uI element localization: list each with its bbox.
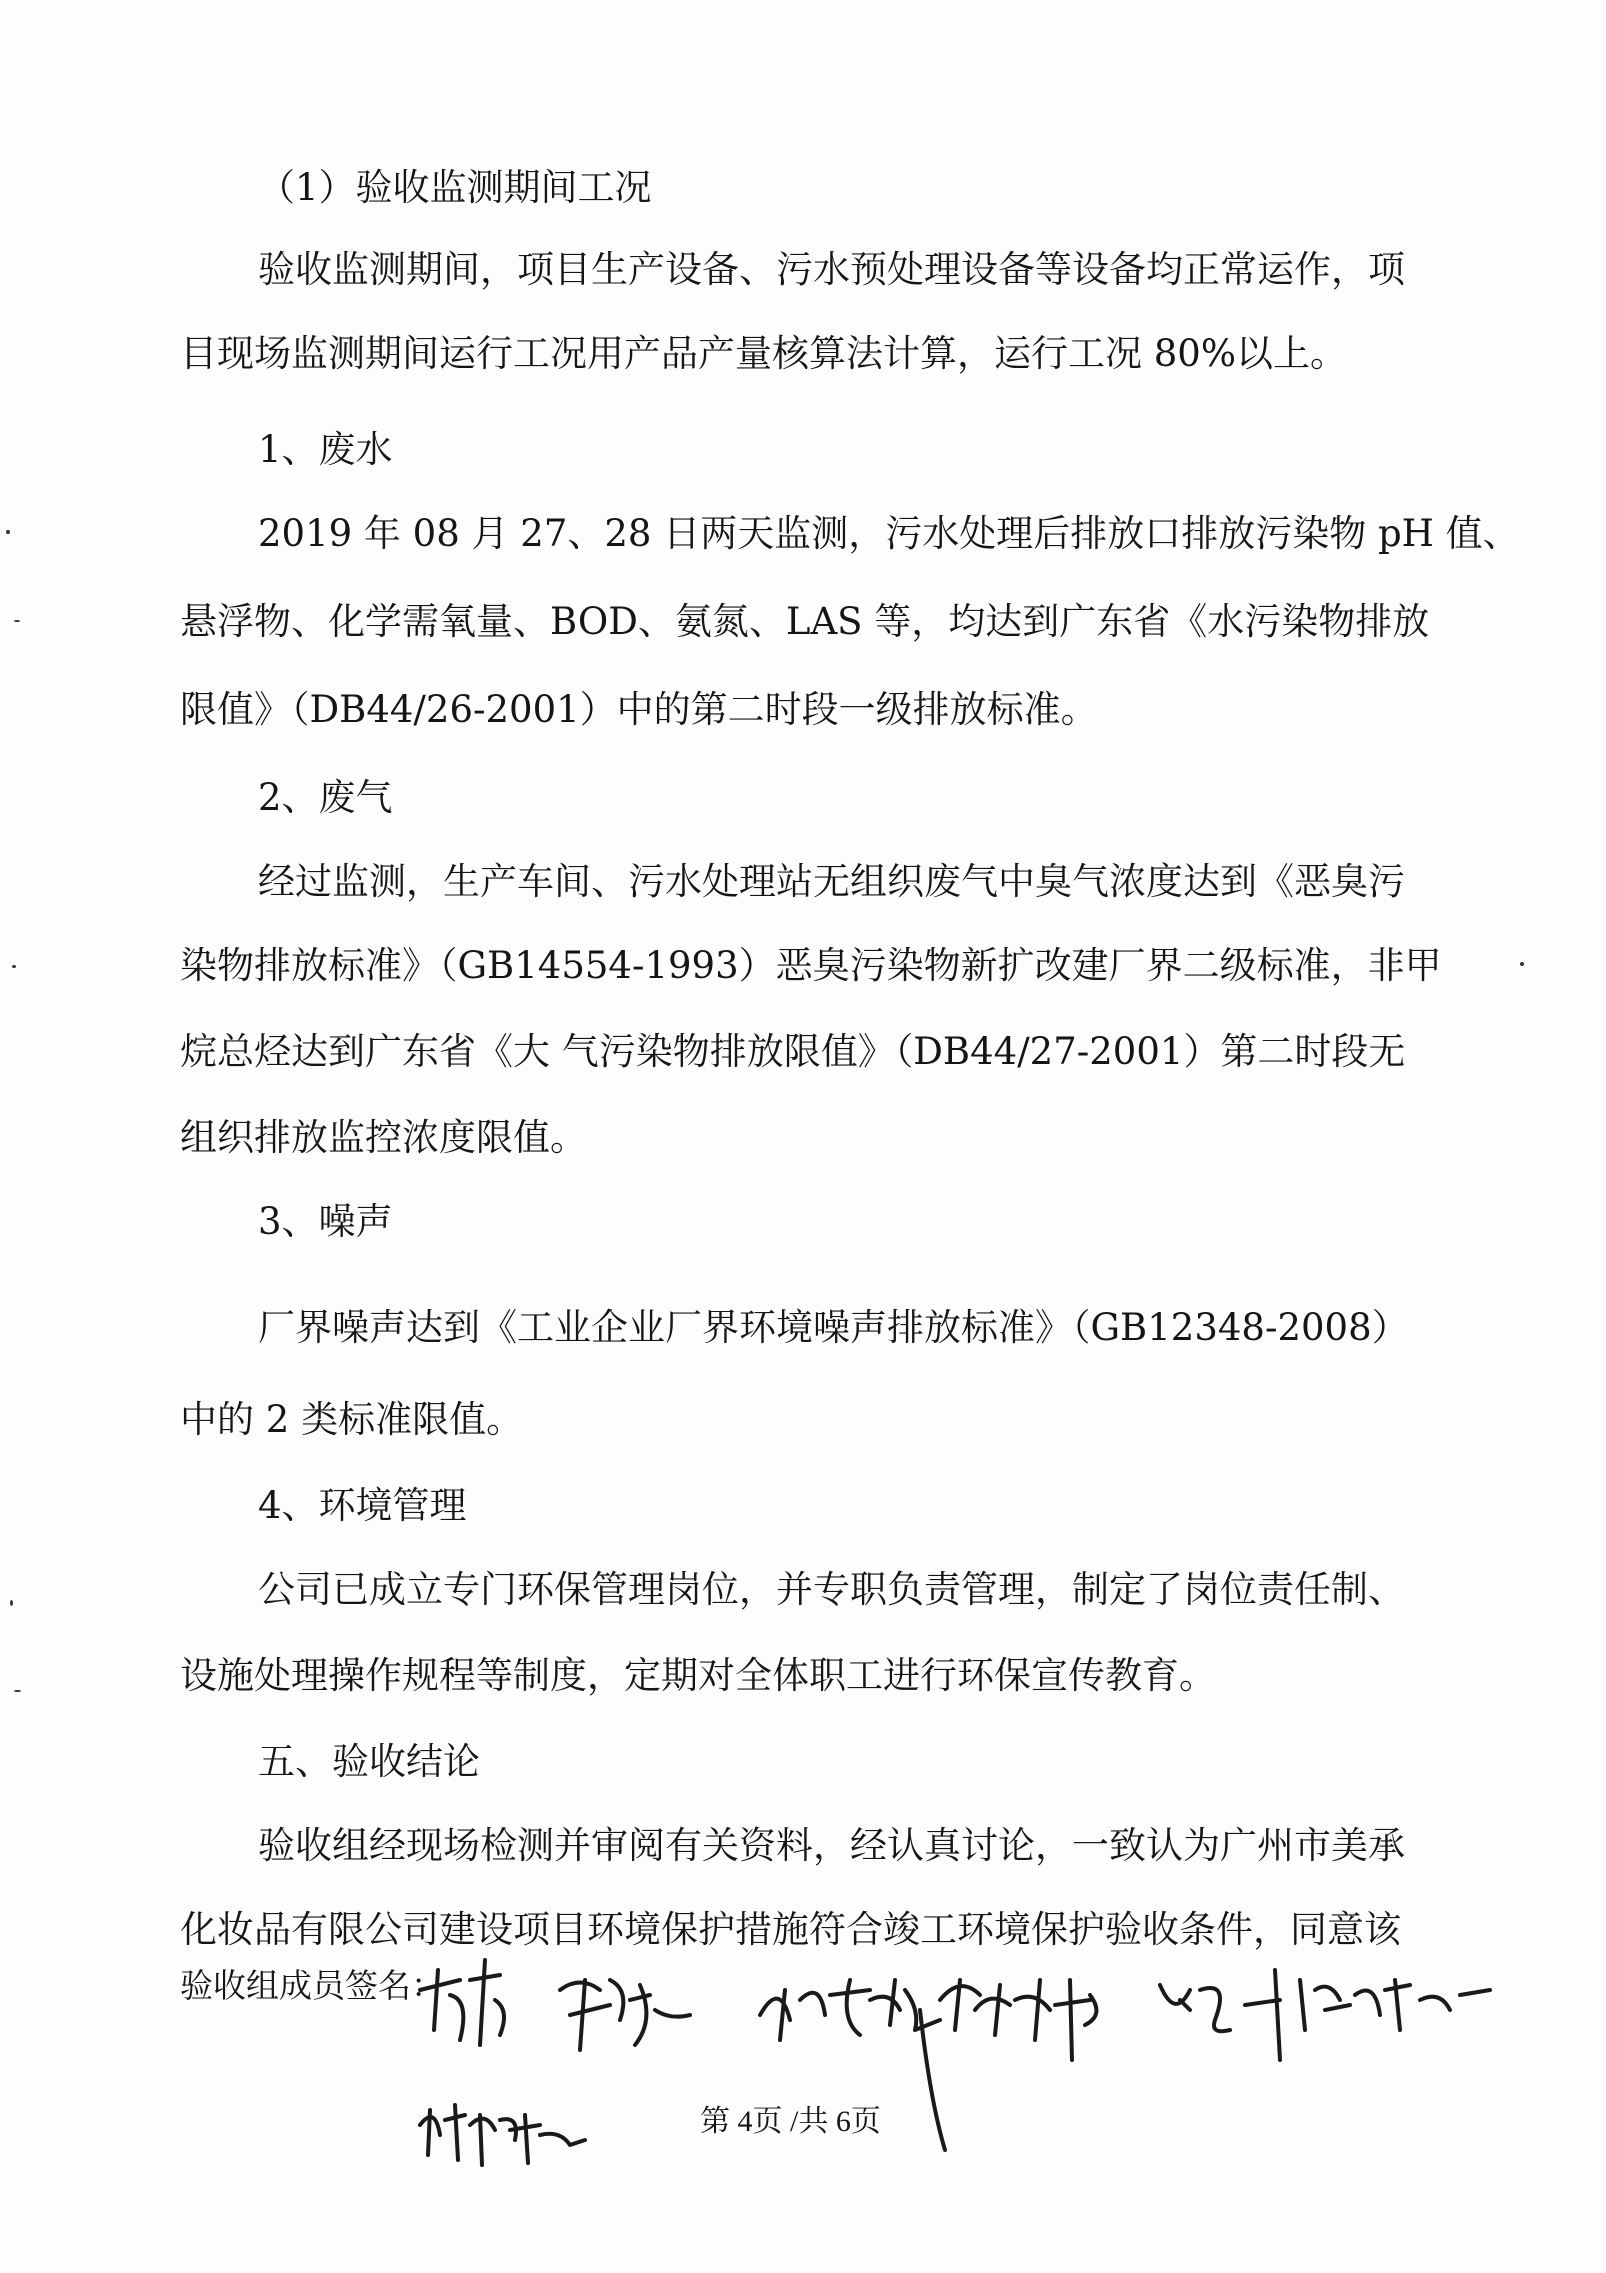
paragraph-line: 烷总烃达到广东省《大 气污染物排放限值》（DB44/27-2001）第二时段无 (180, 1030, 1406, 1073)
section-heading-waste-gas: 2、废气 (258, 776, 393, 819)
paragraph-line: 组织排放监控浓度限值。 (180, 1116, 587, 1159)
section-heading-operating-conditions: （1）验收监测期间工况 (258, 166, 652, 209)
section-heading-environmental-management: 4、环境管理 (258, 1484, 467, 1527)
page-footer: 第 4页 /共 6页 (700, 2105, 881, 2138)
section-heading-noise: 3、噪声 (258, 1200, 393, 1243)
paragraph-line: 限值》（DB44/26-2001）中的第二时段一级排放标准。 (180, 688, 1098, 731)
signature-label: 验收组成员签名： (180, 1966, 444, 2005)
section-heading-conclusion: 五、验收结论 (258, 1740, 480, 1783)
paragraph-line: 验收组经现场检测并审阅有关资料，经认真讨论，一致认为广州市美承 (258, 1824, 1405, 1867)
paragraph-line: 经过监测，生产车间、污水处理站无组织废气中臭气浓度达到《恶臭污 (258, 860, 1405, 903)
handwritten-signature-second-row (410, 2075, 600, 2175)
paragraph-line: 染物排放标准》（GB14554-1993）恶臭污染物新扩改建厂界二级标准，非甲 (180, 944, 1442, 987)
scan-speck (1520, 962, 1524, 966)
paragraph-line: 悬浮物、化学需氧量、BOD、氨氮、LAS 等，均达到广东省《水污染物排放 (180, 600, 1430, 643)
scan-speck (14, 620, 20, 622)
paragraph-line: 目现场监测期间运行工况用产品产量核算法计算，运行工况 80%以上。 (180, 332, 1347, 375)
paragraph-line: 化妆品有限公司建设项目环境保护措施符合竣工环境保护验收条件，同意该 (180, 1908, 1401, 1951)
scan-speck (14, 1690, 21, 1692)
paragraph-line: 2019 年 08 月 27、28 日两天监测，污水处理后排放口排放污染物 pH 值、 (258, 512, 1520, 555)
scan-speck (12, 965, 16, 968)
paragraph-line: 中的 2 类标准限值。 (180, 1398, 524, 1441)
scan-speck (6, 530, 10, 534)
scan-speck (10, 1600, 13, 1606)
paragraph-line: 厂界噪声达到《工业企业厂界环境噪声排放标准》（GB12348-2008） (258, 1306, 1409, 1349)
section-heading-wastewater: 1、废水 (258, 428, 393, 471)
paragraph-line: 验收监测期间，项目生产设备、污水预处理设备等设备均正常运作，项 (258, 248, 1405, 291)
paragraph-line: 设施处理操作规程等制度，定期对全体职工进行环保宣传教育。 (180, 1654, 1216, 1697)
paragraph-line: 公司已成立专门环保管理岗位，并专职负责管理，制定了岗位责任制、 (258, 1568, 1405, 1611)
